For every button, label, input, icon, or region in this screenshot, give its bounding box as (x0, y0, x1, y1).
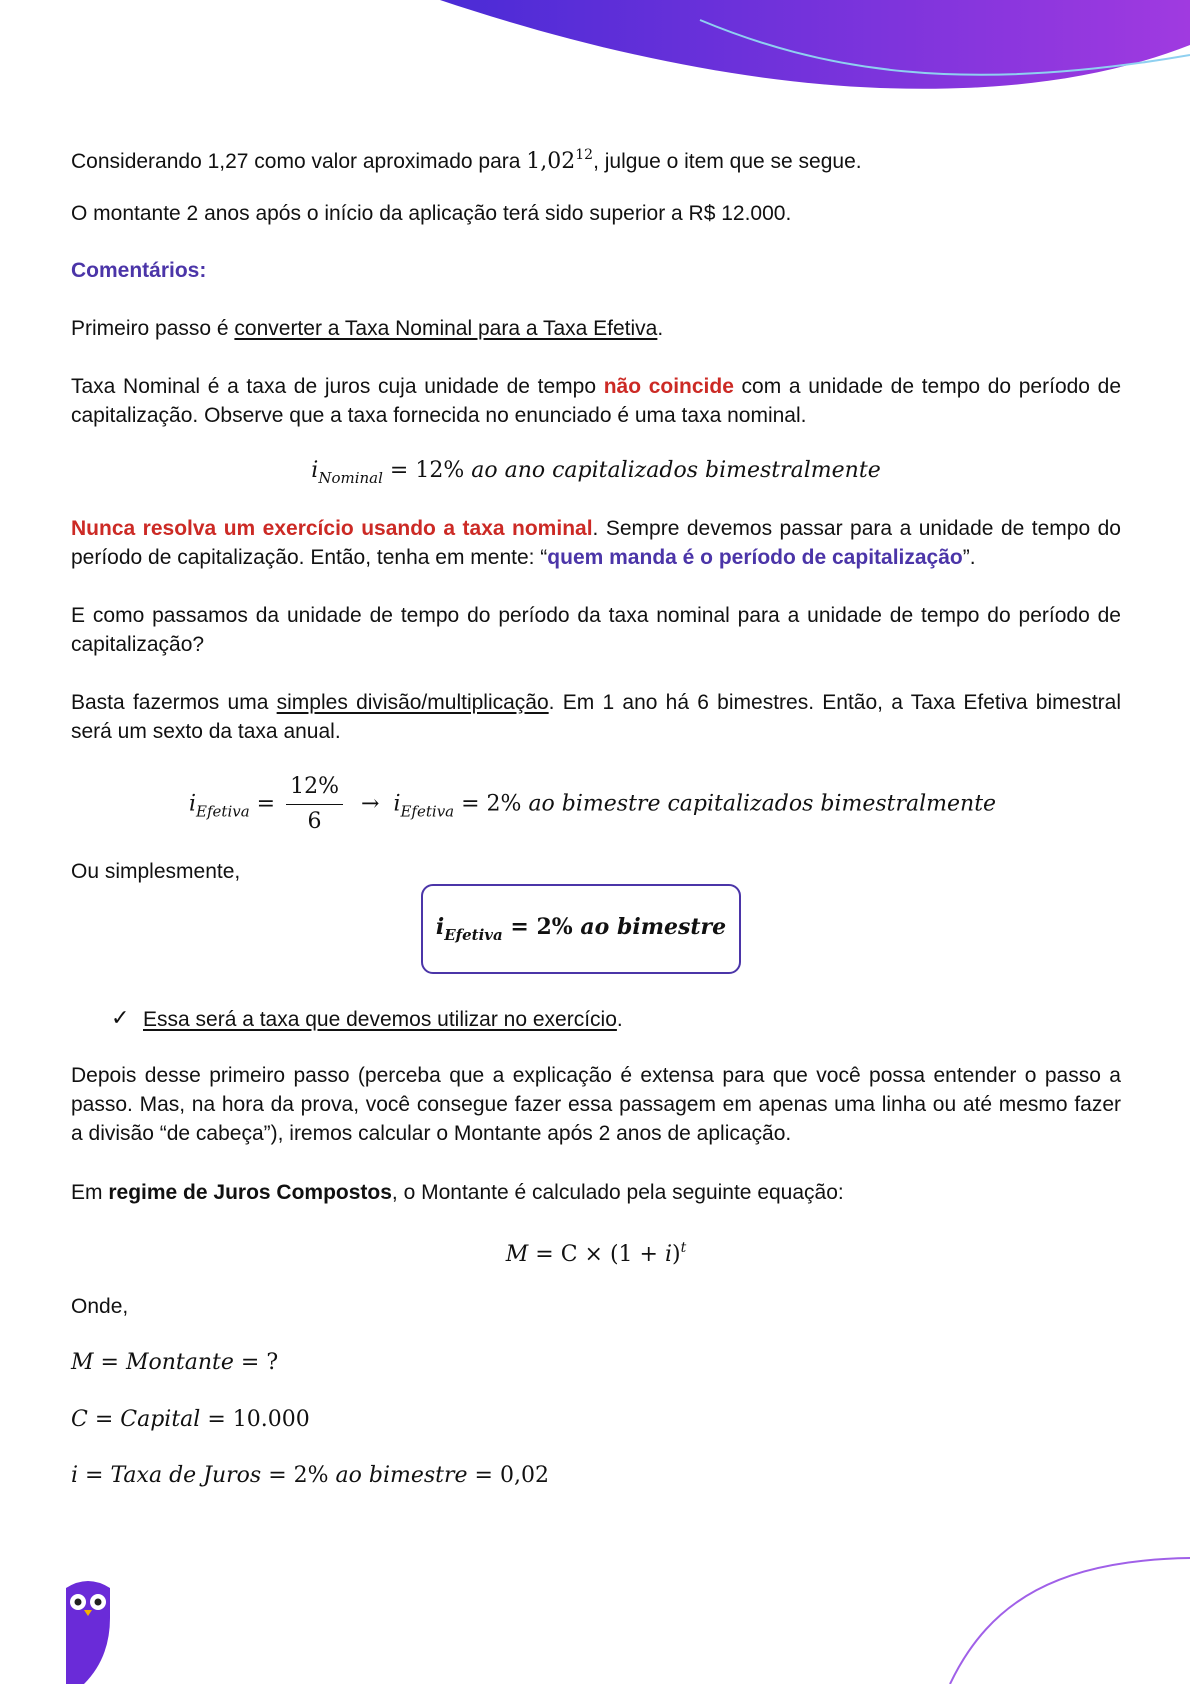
power-exponent: 12 (575, 147, 594, 163)
division-paragraph: Basta fazermos uma simples divisão/multiplicação. Em 1 ano há 6 bimestres. Então, a Taxa Efetiva bimestral será um sexto da taxa anual. (71, 691, 1122, 743)
formula-montante: $M = C \times (1 + i)^t$ (505, 1240, 687, 1267)
equation-efetiva: $i_{Efetiva}$ = $\frac{12\%}{6}$ → $i_{Efetiva} = 2\%$ ao bimestre capitalizados bimestralmente (189, 772, 1089, 837)
where-text: Onde, (71, 1295, 129, 1318)
footer-arc (950, 1558, 1190, 1684)
header-wave (440, 0, 1190, 89)
simply-text: Ou simplesmente, (71, 860, 241, 883)
question-paragraph: E como passamos da unidade de tempo do período da taxa nominal para a unidade de tempo do período de capitalização? (71, 604, 1121, 656)
checkmark-icon: ✓ (111, 1005, 130, 1030)
warning-paragraph: Nunca resolva um exercício usando a taxa nominal. Sempre devemos passar para a unidade de tempo do período de capitalização. Então, tenha em mente: “quem manda é o período de capitalização”. (71, 517, 1121, 569)
step1-paragraph: Primeiro passo é converter a Taxa Nominal para a Taxa Efetiva. (71, 317, 664, 340)
var-taxa: i = Taxa de Juros = 2% ao bimestre = 0,02 (71, 1463, 549, 1488)
comments-heading: Comentários: (71, 259, 207, 282)
boxed-equation: $i_{Efetiva} = 2\%$ ao bimestre (421, 884, 741, 974)
fraction: $\frac{12\%}{6}$ (286, 772, 343, 837)
var-capital: C = Capital = 10.000 (71, 1407, 310, 1432)
power-base: 1,02 (526, 149, 576, 174)
var-montante: M = Montante = ? (71, 1350, 279, 1375)
after-step-paragraph: Depois desse primeiro passo (perceba que a explicação é extensa para que você possa entender o passo a passo. Mas, na hora da prova, você consegue fazer essa passagem em apenas uma linha ou até mesmo fazer a divisão “de cabeça”), iremos calcular o Montante após 2 anos de aplicação. (71, 1064, 1121, 1145)
checklist-item: Essa será a taxa que devemos utilizar no exercício. (143, 1008, 623, 1031)
compound-paragraph: Em regime de Juros Compostos, o Montante é calculado pela seguinte equação: (71, 1181, 844, 1204)
item-statement: O montante 2 anos após o início da aplicação terá sido superior a R$ 12.000. (71, 202, 792, 225)
header-wave-line (700, 20, 1190, 75)
equation-nominal: $i_{Nominal} = 12\%$ ao ano capitalizados bimestralmente (311, 458, 881, 487)
arrow-icon: → (361, 791, 380, 817)
owl-logo-icon (62, 1578, 114, 1684)
nominal-definition: Taxa Nominal é a taxa de juros cuja unidade de tempo não coincide com a unidade de tempo do período de capitalização. Observe que a taxa fornecida no enunciado é uma taxa nominal. (71, 375, 1122, 427)
intro-paragraph: Considerando 1,27 como valor aproximado para 1,02$^{12}$, julgue o item que se segue. (71, 147, 862, 174)
